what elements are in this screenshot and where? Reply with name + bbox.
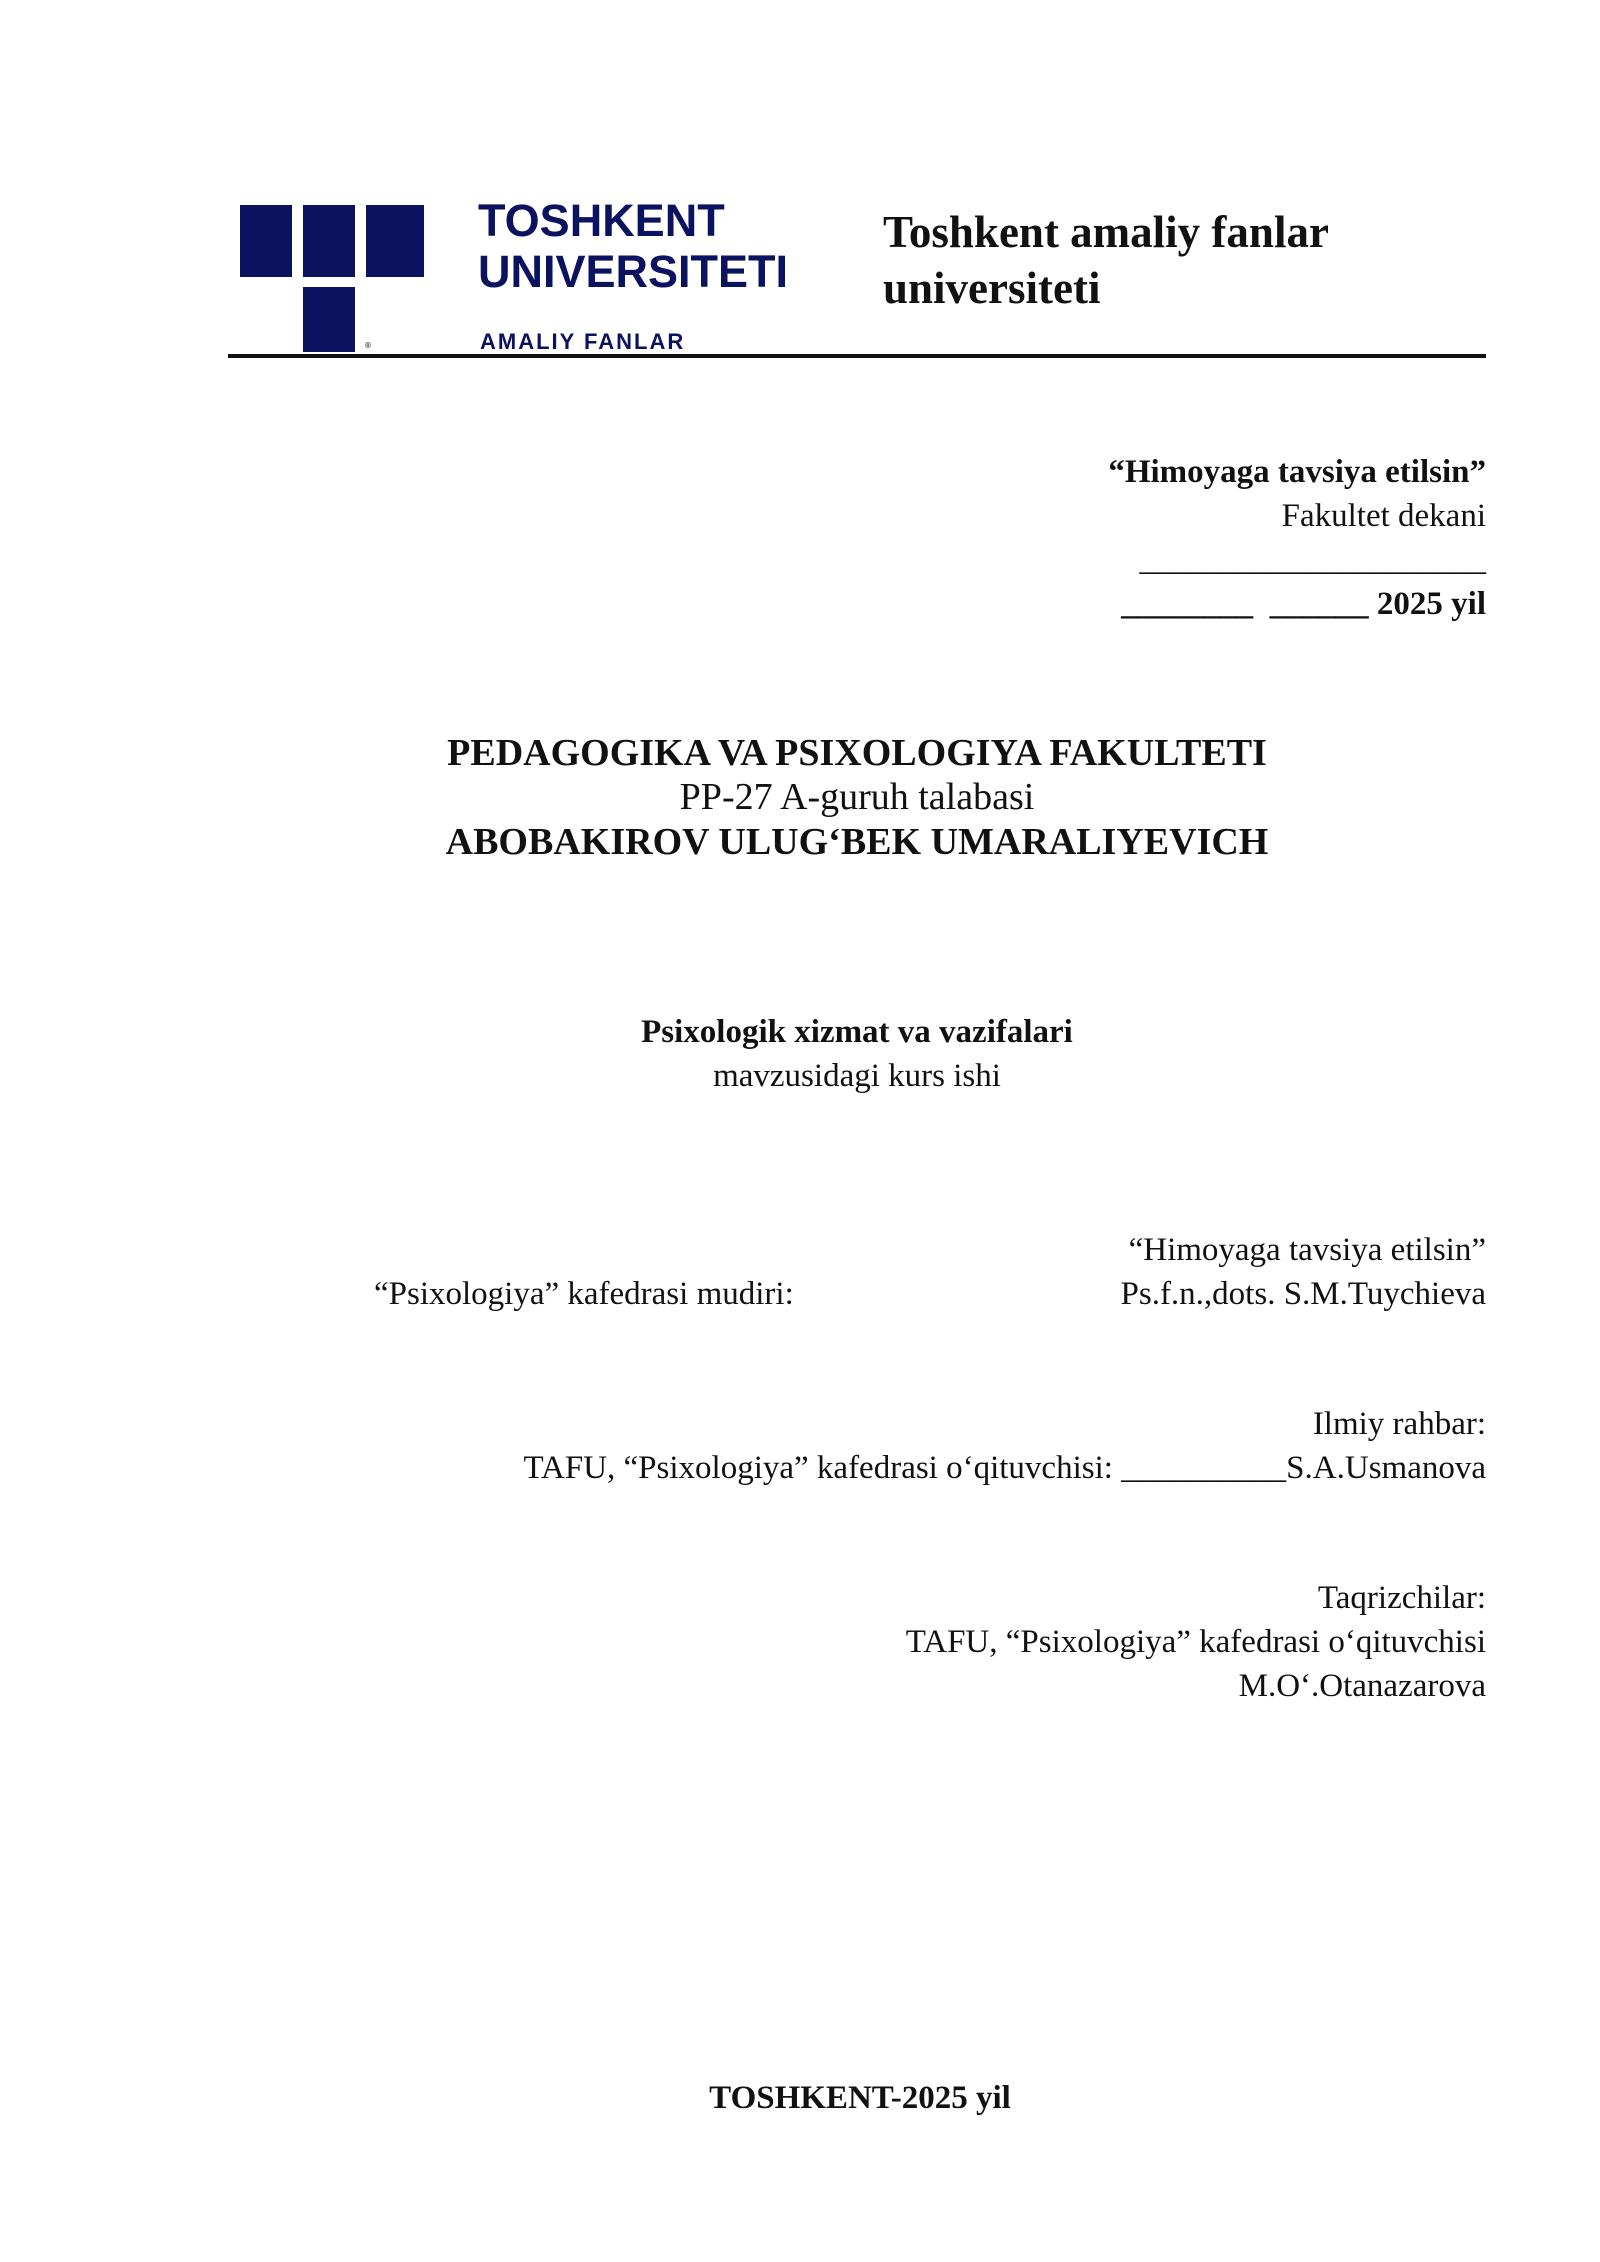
logo-square-top-middle bbox=[303, 205, 355, 277]
supervisor-label: Ilmiy rahbar: bbox=[1312, 1406, 1486, 1442]
topic-title: Psixologik xizmat va vazifalari bbox=[641, 1014, 1073, 1050]
department-head-label: “Psixologiya” kafedrasi mudiri: bbox=[374, 1276, 794, 1312]
reviewers-block bbox=[906, 1576, 1486, 1708]
logo-text-toshkent: TOSHKENT bbox=[478, 195, 725, 246]
logo-square-top-right bbox=[366, 205, 424, 277]
student-info-block bbox=[228, 731, 1486, 865]
university-name-line2: universiteti bbox=[883, 263, 1101, 313]
logo-text-amaliy-fanlar: AMALIY FANLAR bbox=[480, 329, 686, 354]
department-recommend-text: “Himoyaga tavsiya etilsin” bbox=[1128, 1232, 1486, 1268]
reviewer-name: M.O‘.Otanazarova bbox=[1238, 1668, 1486, 1704]
student-name: ABOBAKIROV ULUG‘BEK UMARALIYEVICH bbox=[445, 821, 1269, 863]
header-divider bbox=[228, 354, 1486, 358]
faculty-name: PEDAGOGIKA VA PSIXOLOGIYA FAKULTETI bbox=[447, 732, 1267, 774]
university-name-line1: Toshkent amaliy fanlar bbox=[883, 207, 1329, 257]
university-name bbox=[883, 204, 1329, 316]
topic-block bbox=[228, 1010, 1486, 1098]
dean-approval-title: “Himoyaga tavsiya etilsin” bbox=[1108, 454, 1486, 490]
dean-role: Fakultet dekani bbox=[1281, 498, 1486, 534]
footer-city-year: TOSHKENT-2025 yil bbox=[709, 2080, 1011, 2116]
reviewer-position: TAFU, “Psixologiya” kafedrasi o‘qituvchisi bbox=[905, 1624, 1486, 1660]
logo-square-top-left bbox=[240, 205, 292, 277]
dean-approval-block bbox=[1108, 450, 1486, 626]
logo-square-bottom bbox=[303, 287, 355, 352]
dean-approval-date: ________ ______ 2025 yil bbox=[1121, 586, 1486, 622]
department-head-block bbox=[1121, 1228, 1487, 1316]
supervisor-line: TAFU, “Psixologiya” kafedrasi o‘qituvchisi: __________S.A.Usmanova bbox=[523, 1450, 1486, 1486]
dean-signature-blank: _____________________ bbox=[1139, 542, 1486, 578]
student-group: PP-27 A-guruh talabasi bbox=[679, 776, 1035, 818]
logo-registered-mark: ® bbox=[365, 341, 371, 350]
topic-subtitle: mavzusidagi kurs ishi bbox=[713, 1058, 1001, 1094]
department-head-name: Ps.f.n.,dots. S.M.Tuychieva bbox=[1120, 1276, 1486, 1312]
reviewers-label: Taqrizchilar: bbox=[1317, 1580, 1486, 1616]
supervisor-block bbox=[524, 1402, 1487, 1490]
logo-text-universiteti: UNIVERSITETI bbox=[478, 246, 789, 297]
